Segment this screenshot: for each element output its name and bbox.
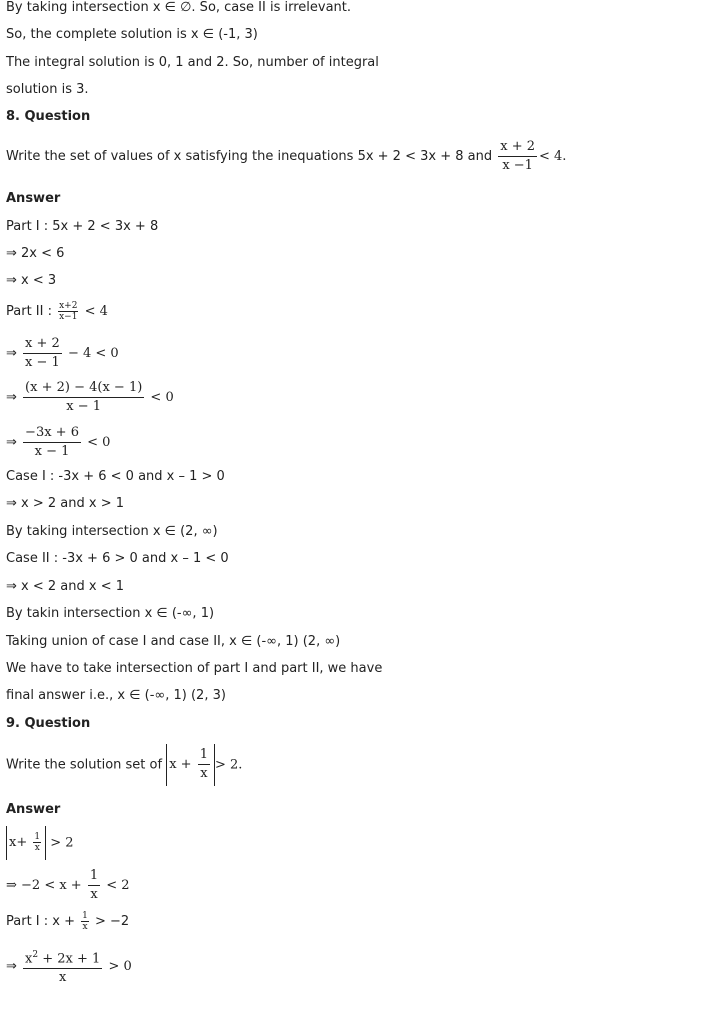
expression-tail: < 2: [102, 878, 130, 893]
numerator: 1: [198, 748, 210, 765]
question-8-heading: 8. Question: [6, 109, 91, 124]
question-8-text: [6, 140, 566, 174]
fraction: [23, 426, 81, 459]
step-line: [6, 826, 74, 861]
numerator: x + 2: [498, 140, 537, 157]
text-line: We have to take intersection of part I and part II, we have: [6, 661, 383, 676]
step-line: [6, 908, 129, 936]
question-text: Write the solution set of: [6, 757, 163, 773]
denominator: x − 1: [25, 355, 60, 370]
expression-tail: > 2: [46, 835, 74, 851]
denominator: x: [90, 887, 98, 902]
expression-tail: < 0: [82, 435, 111, 450]
text-line: ⇒ x > 2 and x > 1: [6, 496, 124, 511]
text-line: By taking intersection x ∈ ∅. So, case II is irrelevant.: [6, 0, 352, 15]
label: Part II :: [6, 304, 57, 319]
text-line: ⇒ x < 2 and x < 1: [6, 579, 124, 594]
text-line: The integral solution is 0, 1 and 2. So, number of integral: [6, 55, 379, 70]
numerator-term: + 2x + 1: [38, 951, 101, 967]
denominator: x: [200, 766, 208, 781]
step-line: [6, 334, 119, 374]
expression-tail: > 2.: [215, 757, 243, 773]
implies-arrow: ⇒: [6, 346, 17, 361]
text-line: Taking union of case I and case II, x ∈ (-∞, 1) (2, ∞): [6, 634, 341, 649]
text-line: By taking intersection x ∈ (2, ∞): [6, 524, 218, 539]
fraction: [23, 948, 102, 985]
fraction: [81, 911, 89, 932]
implies-arrow: ⇒: [6, 959, 17, 974]
denominator: x − 1: [66, 399, 102, 414]
implies-arrow: ⇒: [6, 435, 17, 450]
question-9-text: [6, 744, 242, 787]
numerator: 1: [88, 869, 100, 886]
expression-tail: > −2: [90, 914, 130, 929]
denominator: x: [34, 843, 40, 853]
denominator: x −1: [502, 158, 533, 173]
denominator: x−1: [59, 312, 78, 322]
expression-tail: > 0: [104, 959, 132, 974]
step-line: [6, 378, 174, 418]
text-line: Case I : -3x + 6 < 0 and x – 1 > 0: [6, 469, 225, 484]
text-line: solution is 3.: [6, 82, 89, 97]
fraction: [88, 869, 100, 902]
numerator: −3x + 6: [23, 426, 81, 443]
question-text: Write the set of values of x satisfying the inequations 5x + 2 < 3x + 8 and: [6, 149, 493, 164]
numerator: [23, 948, 102, 969]
text-line: So, the complete solution is x ∈ (-1, 3): [6, 27, 258, 42]
denominator: x − 1: [34, 444, 70, 459]
fraction: [23, 337, 62, 370]
text-line: By takin intersection x ∈ (-∞, 1): [6, 606, 215, 621]
numerator: 1: [82, 911, 88, 921]
expression-tail: < 0: [146, 390, 174, 405]
step-line: [6, 946, 132, 988]
text-line: final answer i.e., x ∈ (-∞, 1) (2, 3): [6, 688, 226, 703]
text-line: Case II : -3x + 6 > 0 and x – 1 < 0: [6, 551, 229, 566]
fraction: [58, 301, 78, 322]
fraction: [198, 748, 210, 781]
expression: x+: [9, 835, 32, 850]
expression-tail: < 4: [80, 304, 108, 319]
answer-heading: Answer: [6, 191, 61, 206]
text-line: Part I : 5x + 2 < 3x + 8: [6, 219, 159, 234]
numerator: x+2: [59, 301, 78, 311]
numerator: x + 2: [23, 337, 62, 354]
expression: Part I : x +: [6, 914, 80, 929]
text-line: ⇒ 2x < 6: [6, 246, 65, 261]
question-9-heading: 9. Question: [6, 716, 91, 731]
denominator: x: [59, 970, 67, 986]
fraction: [33, 832, 41, 853]
fraction: [23, 381, 144, 414]
answer-heading: Answer: [6, 802, 61, 817]
fraction: [498, 140, 537, 173]
implies-arrow: ⇒: [6, 390, 17, 405]
expression: ⇒ −2 < x +: [6, 878, 86, 893]
step-line: [6, 866, 130, 906]
step-line: [6, 423, 110, 463]
denominator: x: [82, 922, 88, 932]
exponent: 2: [32, 949, 39, 960]
numerator-term: x: [25, 951, 33, 967]
absolute-value: [6, 826, 46, 860]
text-line: ⇒ x < 3: [6, 273, 57, 288]
numerator: (x + 2) − 4(x − 1): [23, 381, 144, 398]
expression-tail: < 4.: [539, 149, 567, 164]
absolute-value: [166, 744, 215, 786]
expression-tail: − 4 < 0: [63, 346, 119, 361]
expression: x +: [169, 757, 196, 772]
part-ii-line: [6, 299, 108, 325]
numerator: 1: [34, 832, 41, 842]
